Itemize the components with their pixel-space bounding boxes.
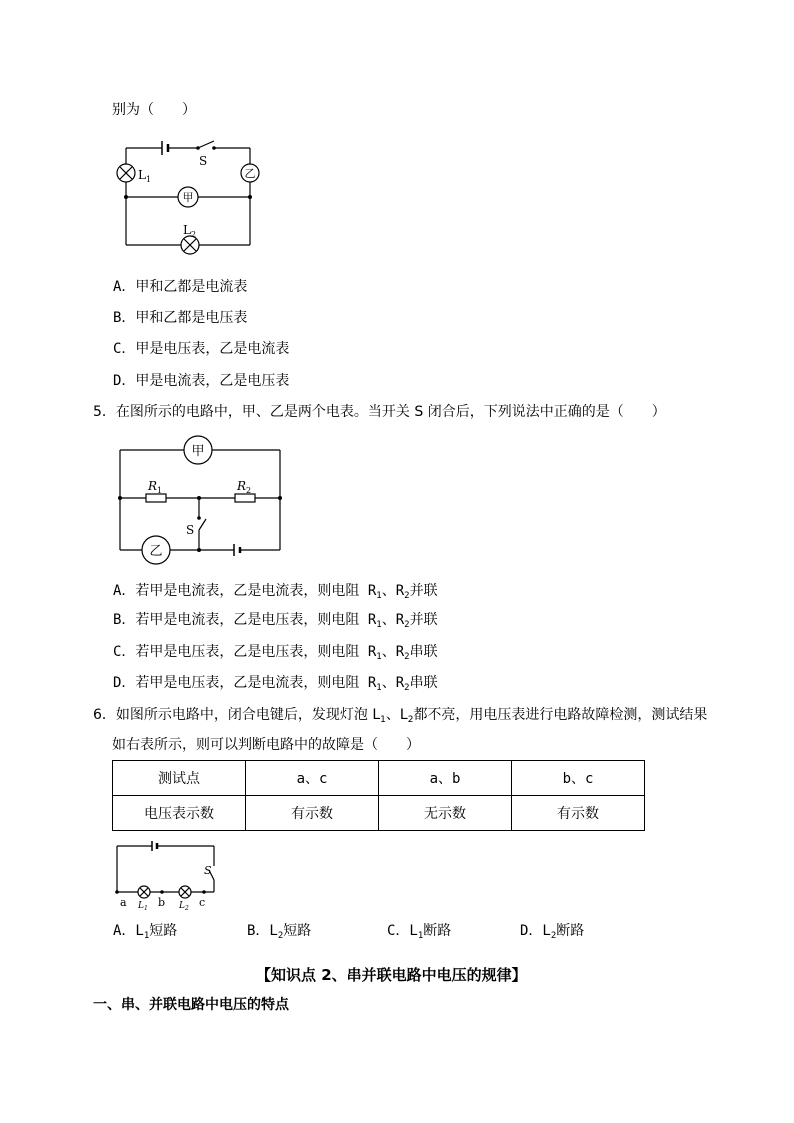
q4-switch-label: S bbox=[199, 154, 208, 168]
table-cell: 电压表示数 bbox=[113, 796, 246, 831]
q4-option-c: C．甲是电压表，乙是电流表 bbox=[113, 341, 290, 357]
q6-stem-line1: 6．如图所示电路中，闭合电键后，发现灯泡 $L_1$、$L_2$都不亮，用电压表进行电路故障检测，测试结果 bbox=[93, 707, 708, 725]
q4-circuit-diagram bbox=[110, 136, 270, 260]
q6-option-d: D．$L_2$断路 bbox=[520, 923, 585, 941]
q5-option-d: D．若甲是电压表，乙是电流表，则电阻 $R_1$、$R_2$串联 bbox=[113, 675, 438, 693]
q5-r1-label: $R_1$ bbox=[148, 479, 163, 495]
q6-point-a-label: a bbox=[120, 896, 127, 909]
q4-lamp1-label: $L_1$ bbox=[138, 168, 152, 184]
table-cell: 有示数 bbox=[512, 796, 645, 831]
q4-meter-jia-label: 甲 bbox=[182, 191, 194, 204]
q4-stem-tail: 别为（ ） bbox=[112, 102, 196, 118]
table-header-row bbox=[113, 761, 645, 796]
q5-option-c: C．若甲是电压表，乙是电压表，则电阻 $R_1$、$R_2$串联 bbox=[113, 644, 438, 662]
q6-l2-label: $L_2$ bbox=[179, 901, 189, 912]
q5-r2-label: $R_2$ bbox=[237, 479, 252, 495]
q5-option-b: B．若甲是电流表，乙是电压表，则电阻 $R_1$、$R_2$并联 bbox=[113, 612, 438, 630]
q4-option-d: D．甲是电流表，乙是电压表 bbox=[113, 373, 290, 389]
q5-stem: 5．在图所示的电路中，甲、乙是两个电表。当开关 S 闭合后，下列说法中正确的是（ ） bbox=[93, 404, 666, 420]
table-cell: 测试点 bbox=[113, 761, 246, 796]
q6-option-b: B．$L_2$短路 bbox=[247, 923, 312, 941]
table-cell: a、b bbox=[379, 761, 512, 796]
q6-stem-line2: 如右表所示，则可以判断电路中的故障是（ ） bbox=[112, 737, 420, 753]
q5-option-a: A．若甲是电流表，乙是电流表，则电阻 $R_1$、$R_2$并联 bbox=[113, 583, 438, 601]
q5-switch-label: S bbox=[186, 523, 195, 537]
q6-point-c-label: c bbox=[199, 896, 206, 909]
table-row bbox=[113, 796, 645, 831]
q6-l1-label: $L_1$ bbox=[138, 901, 148, 912]
q4-option-a: A．甲和乙都是电流表 bbox=[113, 279, 248, 295]
q6-result-table bbox=[112, 760, 645, 831]
q4-option-b: B．甲和乙都是电压表 bbox=[113, 310, 248, 326]
table-cell: 无示数 bbox=[379, 796, 512, 831]
q4-meter-yi-label: 乙 bbox=[244, 167, 256, 180]
q5-meter-jia-label: 甲 bbox=[191, 444, 205, 459]
q4-lamp2-label: $L_2$ bbox=[183, 223, 197, 239]
q6-circuit-diagram bbox=[112, 838, 222, 910]
q6-point-b-label: b bbox=[158, 896, 166, 909]
q6-switch-label: S bbox=[204, 864, 212, 877]
q5-circuit-diagram bbox=[116, 436, 286, 568]
section-subheading: 一、串、并联电路中电压的特点 bbox=[93, 997, 289, 1013]
table-cell: b、c bbox=[512, 761, 645, 796]
q5-meter-yi-label: 乙 bbox=[149, 544, 163, 559]
table-cell: 有示数 bbox=[246, 796, 379, 831]
section-title: 【知识点 2、串并联电路中电压的规律】 bbox=[256, 966, 527, 984]
q6-option-a: A．$L_1$短路 bbox=[113, 923, 178, 941]
q6-option-c: C．$L_1$断路 bbox=[387, 923, 452, 941]
table-cell: a、c bbox=[246, 761, 379, 796]
